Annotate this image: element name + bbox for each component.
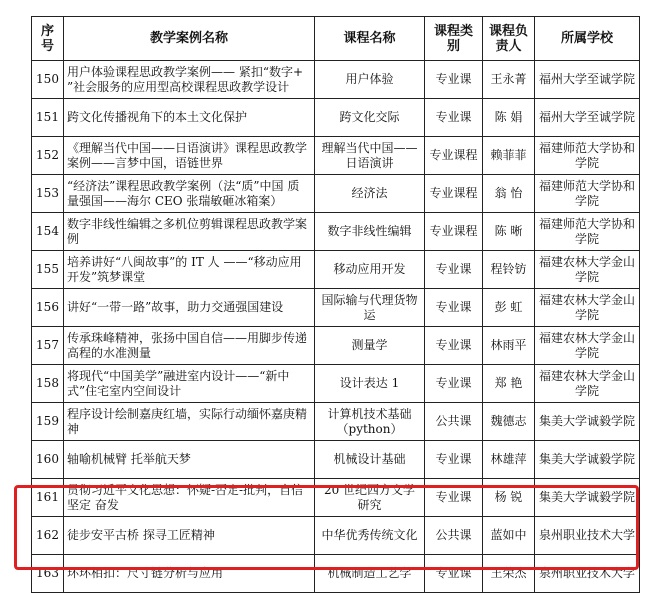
cell-school: 福州大学至诚学院: [535, 61, 640, 99]
cell-person: 陈 娟: [483, 99, 535, 137]
cell-case: 轴喻机械臂 托举航天梦: [64, 441, 315, 479]
table-row: [32, 251, 640, 289]
cell-school: 福建师范大学协和学院: [535, 137, 640, 175]
cell-person: 彭 虹: [483, 289, 535, 327]
cell-course: 移动应用开发: [315, 251, 425, 289]
cell-type: 专业课: [425, 479, 483, 517]
cell-school: 集美大学诚毅学院: [535, 403, 640, 441]
table-row: [32, 479, 640, 517]
cell-no: 156: [32, 289, 64, 327]
cell-person: 翁 怡: [483, 175, 535, 213]
cell-school: 泉州职业技术大学: [535, 517, 640, 555]
case-table: [31, 16, 640, 593]
cell-type: 专业课程: [425, 213, 483, 251]
cell-person: 赖菲菲: [483, 137, 535, 175]
cell-school: 福建农林大学金山学院: [535, 251, 640, 289]
cell-type: 专业课: [425, 99, 483, 137]
cell-case: 贯彻习近平文化思想：怀疑-否定-批判，自信 坚定 奋发: [64, 479, 315, 517]
cell-no: 152: [32, 137, 64, 175]
header-school: 所属学校: [535, 17, 640, 61]
table-row: [32, 61, 640, 99]
cell-school: 福州大学至诚学院: [535, 99, 640, 137]
cell-course: 测量学: [315, 327, 425, 365]
cell-course: 机械制造工艺学: [315, 555, 425, 593]
cell-course: 20 世纪西方文学研究: [315, 479, 425, 517]
table-row: [32, 441, 640, 479]
cell-person: 林雨平: [483, 327, 535, 365]
cell-school: 泉州职业技术大学: [535, 555, 640, 593]
cell-course: 用户体验: [315, 61, 425, 99]
cell-course: 计算机技术基础（python）: [315, 403, 425, 441]
table-row: [32, 327, 640, 365]
cell-case: “经济法”课程思政教学案例（法“质”中国 质量强国——海尔 CEO 张瑞敏砸冰箱案）: [64, 175, 315, 213]
cell-course: 机械设计基础: [315, 441, 425, 479]
cell-person: 杨 锐: [483, 479, 535, 517]
cell-type: 专业课: [425, 555, 483, 593]
header-no: 序号: [32, 17, 64, 61]
table-row: [32, 289, 640, 327]
table-row: [32, 137, 640, 175]
cell-type: 专业课: [425, 251, 483, 289]
cell-no: 154: [32, 213, 64, 251]
cell-case: 用户体验课程思政教学案例—— 紧扣“数字+ ”社会服务的应用型高校课程思政教学设计: [64, 61, 315, 99]
cell-no: 162: [32, 517, 64, 555]
table-row: [32, 517, 640, 555]
cell-type: 公共课: [425, 517, 483, 555]
cell-no: 159: [32, 403, 64, 441]
cell-type: 公共课: [425, 403, 483, 441]
cell-case: 环环相扣：尺寸链分析与应用: [64, 555, 315, 593]
cell-type: 专业课: [425, 441, 483, 479]
cell-person: 魏德志: [483, 403, 535, 441]
cell-no: 155: [32, 251, 64, 289]
cell-case: 《理解当代中国——日语演讲》课程思政教学案例——言梦中国，语链世界: [64, 137, 315, 175]
cell-course: 理解当代中国——日语演讲: [315, 137, 425, 175]
cell-course: 跨文化交际: [315, 99, 425, 137]
cell-no: 153: [32, 175, 64, 213]
cell-case: 将现代“中国美学”融进室内设计——“新中式”住宅室内空间设计: [64, 365, 315, 403]
cell-person: 陈 晰: [483, 213, 535, 251]
cell-type: 专业课程: [425, 137, 483, 175]
cell-school: 集美大学诚毅学院: [535, 479, 640, 517]
cell-school: 集美大学诚毅学院: [535, 441, 640, 479]
cell-school: 福建师范大学协和学院: [535, 175, 640, 213]
cell-no: 150: [32, 61, 64, 99]
cell-course: 国际输与代理货物运: [315, 289, 425, 327]
cell-course: 经济法: [315, 175, 425, 213]
cell-case: 徒步安平古桥 探寻工匠精神: [64, 517, 315, 555]
cell-course: 数字非线性编辑: [315, 213, 425, 251]
cell-no: 163: [32, 555, 64, 593]
cell-type: 专业课: [425, 327, 483, 365]
cell-case: 跨文化传播视角下的本土文化保护: [64, 99, 315, 137]
cell-no: 161: [32, 479, 64, 517]
cell-no: 151: [32, 99, 64, 137]
cell-case: 传承珠峰精神，张扬中国自信——用脚步传递高程的水准测量: [64, 327, 315, 365]
cell-no: 160: [32, 441, 64, 479]
cell-school: 福建农林大学金山学院: [535, 289, 640, 327]
cell-person: 程铃钫: [483, 251, 535, 289]
header-person: 课程负责人: [483, 17, 535, 61]
header-course: 课程名称: [315, 17, 425, 61]
cell-type: 专业课: [425, 289, 483, 327]
cell-type: 专业课: [425, 365, 483, 403]
cell-person: 王永菁: [483, 61, 535, 99]
table-row: [32, 403, 640, 441]
cell-case: 数字非线性编辑之多机位剪辑课程思政教学案例: [64, 213, 315, 251]
cell-school: 福建农林大学金山学院: [535, 365, 640, 403]
cell-person: 王荣杰: [483, 555, 535, 593]
cell-person: 蓝如中: [483, 517, 535, 555]
cell-school: 福建农林大学金山学院: [535, 327, 640, 365]
cell-school: 福建师范大学协和学院: [535, 213, 640, 251]
cell-type: 专业课程: [425, 175, 483, 213]
table-row: [32, 213, 640, 251]
cell-course: 设计表达 1: [315, 365, 425, 403]
table-row: [32, 555, 640, 593]
table-row: [32, 365, 640, 403]
cell-no: 158: [32, 365, 64, 403]
header-case: 教学案例名称: [64, 17, 315, 61]
cell-type: 专业课: [425, 61, 483, 99]
cell-person: 林雄萍: [483, 441, 535, 479]
cell-case: 讲好“一带一路”故事，助力交通强国建设: [64, 289, 315, 327]
cell-course: 中华优秀传统文化: [315, 517, 425, 555]
cell-no: 157: [32, 327, 64, 365]
cell-person: 郑 艳: [483, 365, 535, 403]
cell-case: 程序设计绘制嘉庚红墙，实际行动缅怀嘉庚精神: [64, 403, 315, 441]
header-type: 课程类别: [425, 17, 483, 61]
table-row: [32, 175, 640, 213]
header-row: [32, 17, 640, 61]
table-row: [32, 99, 640, 137]
cell-case: 培养讲好“八闽故事”的 IT 人 ——“移动应用开发”筑梦课堂: [64, 251, 315, 289]
